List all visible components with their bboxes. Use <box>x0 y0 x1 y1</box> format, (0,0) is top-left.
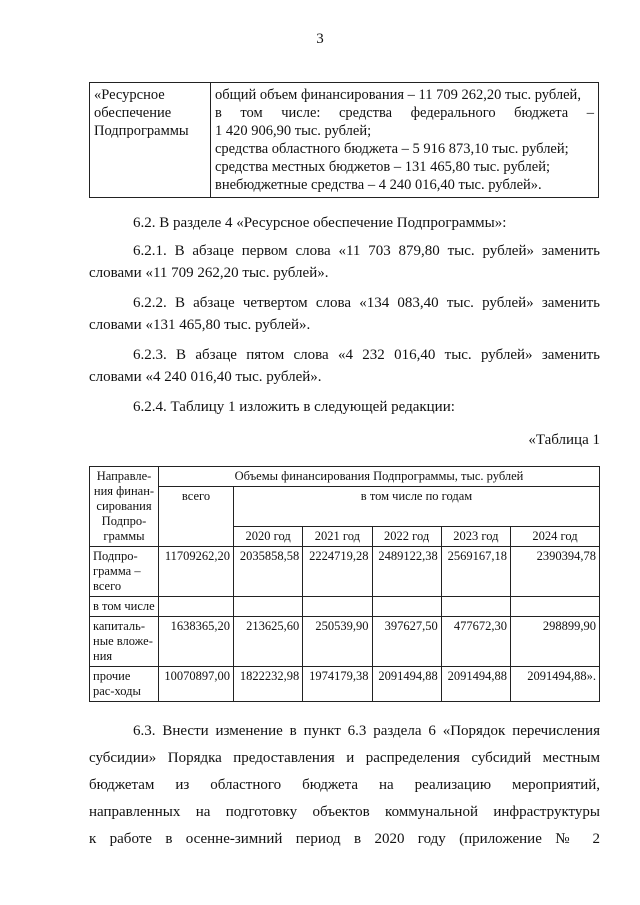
resource-label-cell <box>90 83 211 198</box>
cell-value: 2091494,88 <box>441 667 510 702</box>
row-label: прочие рас-ходы <box>90 667 159 702</box>
cell-value <box>303 597 372 617</box>
table-caption: «Таблица 1 <box>528 432 600 448</box>
financing-table <box>89 466 600 702</box>
paragraph-6-2-4: 6.2.4. Таблицу 1 изложить в следующей редакции: <box>133 399 455 415</box>
row-label: капиталь-ные вложе-ния <box>90 617 159 667</box>
resource-text-line: 1 420 906,90 тыс. рублей; <box>215 123 372 139</box>
resource-text-line: в том числе: средства федерального бюджета – <box>215 105 594 121</box>
cell-value <box>372 597 441 617</box>
paragraph-6-3-line: бюджетам из областного бюджета на реализацию мероприятий, <box>89 777 600 793</box>
header-total: всего <box>159 487 234 547</box>
header-year: 2020 год <box>234 527 303 547</box>
cell-value: 298899,90 <box>511 617 600 667</box>
cell-value: 250539,90 <box>303 617 372 667</box>
resource-text-line: внебюджетные средства – 4 240 016,40 тыс. рублей». <box>215 177 542 193</box>
resource-text-line: средства местных бюджетов – 131 465,80 тыс. рублей; <box>215 159 551 175</box>
table-row <box>90 667 600 702</box>
paragraph-6-3-line: субсидии» Порядка предоставления и распределения субсидий местным <box>89 750 600 766</box>
cell-value <box>441 597 510 617</box>
resource-text-line: общий объем финансирования – 11 709 262,20 тыс. рублей, <box>215 87 581 103</box>
cell-total: 1638365,20 <box>159 617 234 667</box>
resource-label-line: «Ресурсное <box>94 87 165 103</box>
resource-label-line: обеспечение <box>94 105 172 121</box>
cell-total <box>159 597 234 617</box>
cell-total: 10070897,00 <box>159 667 234 702</box>
table-row <box>90 547 600 597</box>
resource-support-table <box>89 82 599 198</box>
cell-value: 397627,50 <box>372 617 441 667</box>
resource-label-line: Подпрограммы <box>94 123 189 139</box>
header-year: 2021 год <box>303 527 372 547</box>
page-number: 3 <box>316 31 324 47</box>
cell-value: 1822232,98 <box>234 667 303 702</box>
resource-text-cell <box>211 83 599 198</box>
header-volumes: Объемы финансирования Подпрограммы, тыс. рублей <box>159 467 600 487</box>
row-label: в том числе <box>90 597 159 617</box>
paragraph-6-3-line: 6.3. Внести изменение в пункт 6.3 раздела 6 «Порядок перечисления <box>133 723 600 739</box>
cell-total: 11709262,20 <box>159 547 234 597</box>
paragraph-6-2-2: 6.2.2. В абзаце четвертом слова «134 083,40 тыс. рублей» заменить словами «131 465,80 тыс. рублей». <box>89 295 600 333</box>
table-row <box>90 597 600 617</box>
cell-value: 2091494,88 <box>372 667 441 702</box>
cell-value: 2091494,88». <box>511 667 600 702</box>
cell-value: 2489122,38 <box>372 547 441 597</box>
paragraph-6-2: 6.2. В разделе 4 «Ресурсное обеспечение Подпрограммы»: <box>133 215 507 231</box>
cell-value: 2224719,28 <box>303 547 372 597</box>
header-by-years: в том числе по годам <box>234 487 600 527</box>
header-directions: Направле-ния финан-сирования Подпро-граммы <box>90 467 159 547</box>
paragraph-6-2-1: 6.2.1. В абзаце первом слова «11 703 879,80 тыс. рублей» заменить словами «11 709 262,20 тыс. рублей». <box>89 243 600 281</box>
header-year: 2022 год <box>372 527 441 547</box>
header-year: 2024 год <box>511 527 600 547</box>
cell-value: 1974179,38 <box>303 667 372 702</box>
paragraph-6-2-3: 6.2.3. В абзаце пятом слова «4 232 016,40 тыс. рублей» заменить словами «4 240 016,40 тыс. рублей». <box>89 347 600 385</box>
cell-value <box>511 597 600 617</box>
header-year: 2023 год <box>441 527 510 547</box>
paragraph-6-3-line: к работе в осенне-зимний период в 2020 году (приложение № 2 <box>89 831 600 847</box>
paragraph-6-3-line: направленных на подготовку объектов коммунальной инфраструктуры <box>89 804 600 820</box>
row-label: Подпро-грамма – всего <box>90 547 159 597</box>
cell-value: 2035858,58 <box>234 547 303 597</box>
cell-value: 213625,60 <box>234 617 303 667</box>
cell-value <box>234 597 303 617</box>
cell-value: 2569167,18 <box>441 547 510 597</box>
cell-value: 2390394,78 <box>511 547 600 597</box>
cell-value: 477672,30 <box>441 617 510 667</box>
table-row <box>90 617 600 667</box>
resource-text-line: средства областного бюджета – 5 916 873,10 тыс. рублей; <box>215 141 569 157</box>
